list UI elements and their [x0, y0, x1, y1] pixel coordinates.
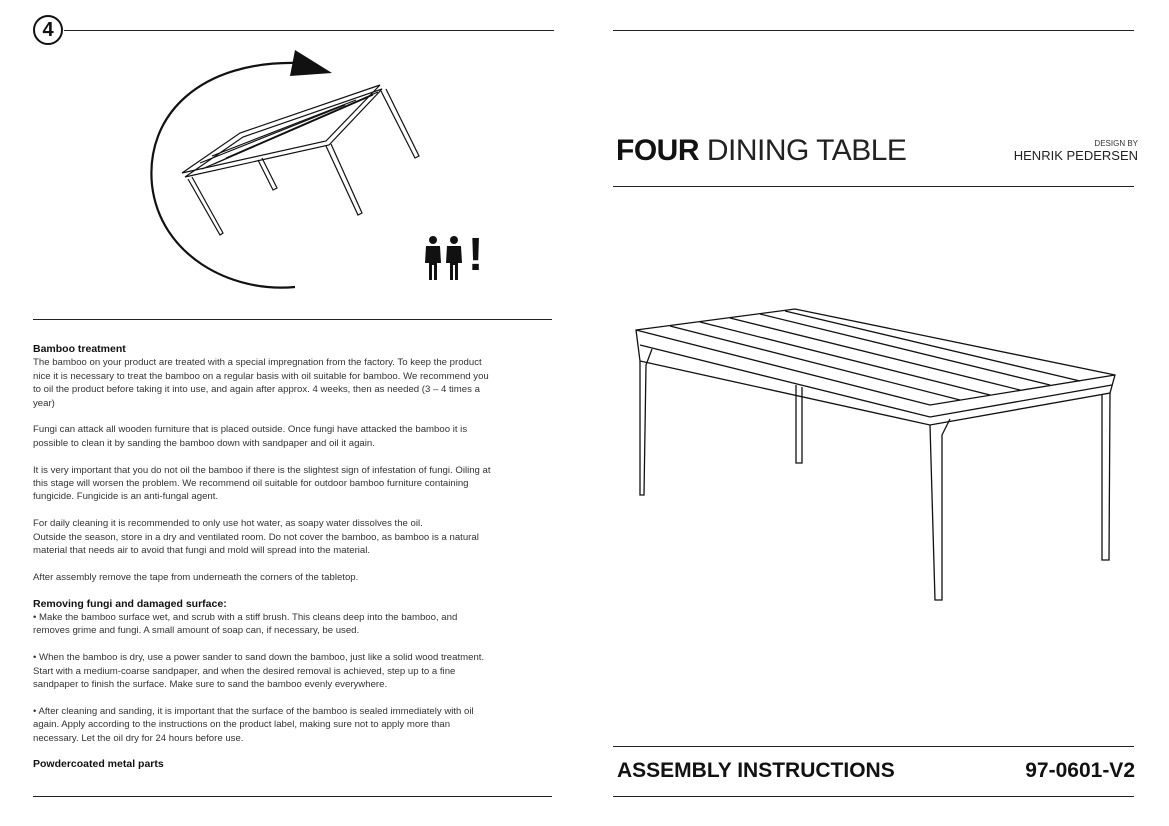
section-bamboo-treatment [33, 343, 538, 598]
two-people-icon [424, 235, 466, 281]
title-rule-right [613, 186, 1134, 187]
top-rule-right [613, 30, 1134, 31]
text-line: possible to clean it by sanding the bamboo down with sandpaper and oil it again. [33, 437, 375, 449]
text-line: this stage will worsen the problem. We recommend oil suitable for outdoor bamboo furniture containing [33, 478, 469, 490]
top-rule-left [64, 30, 554, 31]
flip-arrow-icon [151, 63, 300, 288]
text-line: sandpaper to finish the surface. Make sure to sand the bamboo evenly everywhere. [33, 679, 388, 691]
product-code: 97-0601-V2 [1025, 759, 1135, 782]
text-line: After assembly remove the tape from underneath the corners of the tabletop. [33, 571, 359, 583]
text-line: • When the bamboo is dry, use a power sander to sand down the bamboo, just like a solid wood treatment. [33, 652, 485, 664]
flip-table-illustration [140, 45, 440, 295]
section-heading: Powdercoated metal parts [33, 758, 164, 771]
text-line: Outside the season, store in a dry and ventilated room. Do not cover the bamboo, as bamboo is a natural [33, 531, 479, 543]
step-number-badge: 4 [33, 15, 63, 45]
text-line: material that needs air to avoid that fungi and mold will spread into the material. [33, 545, 371, 557]
text-line: again. Apply according to the instructions on the product label, making sure not to apply more than [33, 719, 451, 731]
section-removing-fungi [33, 598, 538, 759]
text-line: The bamboo on your product are treated with a special impregnation from the factory. To keep the product [33, 357, 482, 369]
text-line: For daily cleaning it is recommended to only use hot water, as soapy water dissolves the oil. [33, 518, 423, 530]
text-line: nice it is necessary to treat the bamboo on a regular basis with oil suitable for bamboo. We recommend you [33, 370, 489, 382]
footer-rule-top [613, 746, 1134, 747]
text-line: • After cleaning and sanding, it is important that the surface of the bamboo is sealed immediately with oil [33, 705, 474, 717]
text-line: necessary. Let the oil dry for 24 hours before use. [33, 732, 244, 744]
text-line: year) [33, 397, 55, 409]
title-bold: FOUR [616, 134, 699, 167]
text-line: removes grime and fungi. A small amount of soap can, if necessary, be used. [33, 625, 360, 637]
assembly-instructions-label: ASSEMBLY INSTRUCTIONS [617, 759, 895, 782]
bottom-rule-left [33, 796, 552, 797]
section-heading: Removing fungi and damaged surface: [33, 597, 227, 610]
table-illustration [630, 305, 1120, 605]
text-line: It is very important that you do not oil the bamboo if there is the slightest sign of infestation of fungi. Oiling at [33, 464, 491, 476]
text-line: Start with a medium-coarse sandpaper, and when the desired removal is achieved, step up to a fine [33, 665, 456, 677]
care-instructions [33, 343, 538, 772]
text-line: to oil the product before taking it into use, and again after approx. 4 weeks, then as needed (3 – 4 times a [33, 384, 480, 396]
title-light: DINING TABLE [699, 134, 907, 167]
designer-credit [1014, 139, 1138, 163]
designer-name: HENRIK PEDERSEN [1013, 148, 1138, 163]
warning-mark: ! [468, 228, 484, 280]
design-by-label: DESIGN BY [1094, 139, 1138, 148]
mid-rule-left [33, 319, 552, 320]
section-powdercoated [33, 758, 538, 771]
text-line: • Make the bamboo surface wet, and scrub with a stiff brush. This cleans deep into the bamboo, and [33, 612, 458, 624]
footer-rule-bottom [613, 796, 1134, 797]
text-line: Fungi can attack all wooden furniture that is placed outside. Once fungi have attacked the bamboo it is [33, 424, 468, 436]
text-line: fungicide. Fungicide is an anti-fungal agent. [33, 491, 219, 503]
product-title [616, 134, 906, 168]
section-heading: Bamboo treatment [33, 343, 126, 355]
